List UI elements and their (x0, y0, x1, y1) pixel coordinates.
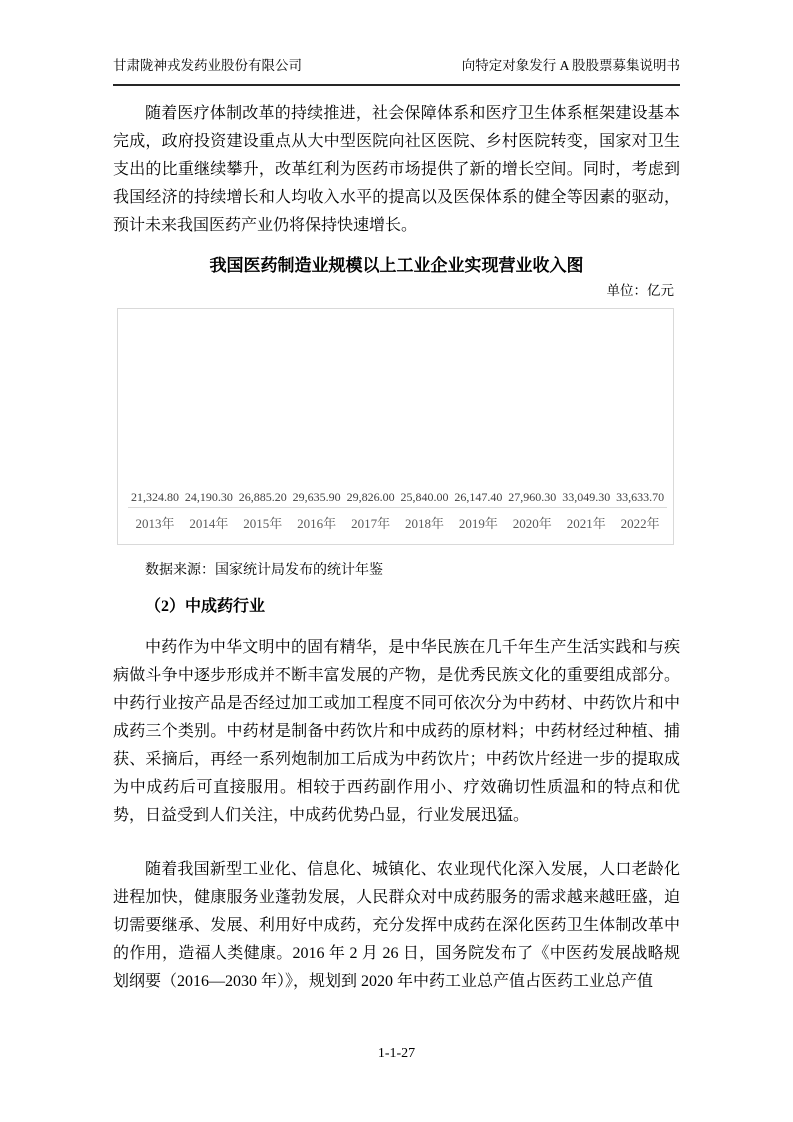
bar-value-label: 24,190.30 (184, 490, 233, 504)
chart-x-axis (128, 508, 667, 532)
bar-group-2017年 (344, 490, 398, 507)
bar-value-label: 25,840.00 (400, 490, 449, 504)
header-company-name: 甘肃陇神戎发药业股份有限公司 (113, 58, 302, 73)
x-axis-label: 2020年 (512, 516, 552, 531)
data-source-note: 数据来源：国家统计局发布的统计年鉴 (145, 563, 383, 578)
bar-value-label: 26,147.40 (454, 490, 503, 504)
x-axis-label: 2015年 (243, 516, 283, 531)
x-axis-label: 2019年 (458, 516, 498, 531)
paragraph-tcm-policy: 随着我国新型工业化、信息化、城镇化、农业现代化深入发展，人口老龄化进程加快，健康服务业蓬勃发展，人民群众对中成药服务的需求越来越旺盛，迫切需要继承、发展、利用好中成药，充分发挥中成药在深化医药卫生体制改革中的作用，造福人类健康。2016 年 2 月 26 日，国务院发布了《中医药发展战略规划纲要（2016—2030 年）》，规划到 2020 年中药工业总产值占医药工业总产值 (113, 861, 680, 990)
bar-group-2014年 (182, 490, 236, 507)
chart-unit-label: 单位：亿元 (606, 283, 674, 298)
x-axis-label: 2022年 (620, 516, 660, 531)
x-axis-label: 2014年 (189, 516, 229, 531)
bar-group-2021年 (559, 490, 613, 507)
section-heading-tcm: （2）中成药行业 (145, 598, 266, 615)
bar-group-2019年 (451, 490, 505, 507)
paragraph-tcm-intro: 中药作为中华文明中的固有精华，是中华民族在几千年生产生活实践和与疾病做斗争中逐步形成并不断丰富发展的产物，是优秀民族文化的重要组成部分。中药行业按产品是否经过加工或加工程度不同可依次分为中药材、中药饮片和中成药三个类别。中药材是制备中药饮片和中成药的原材料；中药材经过种植、捕获、采摘后，再经一系列炮制加工后成为中药饮片；中药饮片经进一步的提取成为中成药后可直接服用。相较于西药副作用小、疗效确切性质温和的特点和优势，日益受到人们关注，中成药优势凸显，行业发展迅猛。 (113, 639, 680, 824)
chart-title: 我国医药制造业规模以上工业企业实现营业收入图 (209, 256, 584, 275)
bar-value-label: 33,633.70 (616, 490, 665, 504)
x-axis-label: 2017年 (351, 516, 391, 531)
bar-value-label: 21,324.80 (130, 490, 179, 504)
x-axis-label: 2013年 (135, 516, 175, 531)
bar-value-label: 33,049.30 (562, 490, 611, 504)
bar-group-2016年 (290, 490, 344, 507)
revenue-bar-chart (117, 308, 674, 545)
bar-group-2013年 (128, 490, 182, 507)
bar-value-label: 27,960.30 (508, 490, 557, 504)
x-axis-label: 2018年 (404, 516, 444, 531)
header-document-title: 向特定对象发行 A 股股票募集说明书 (461, 58, 680, 73)
bar-value-label: 29,635.90 (292, 490, 341, 504)
paragraph-medical-reform: 随着医疗体制改革的持续推进，社会保障体系和医疗卫生体系框架建设基本完成，政府投资建设重点从大中型医院向社区医院、乡村医院转变，国家对卫生支出的比重继续攀升，改革红利为医药市场提供了新的增长空间。同时，考虑到我国经济的持续增长和人均收入水平的提高以及医保体系的健全等因素的驱动，预计未来我国医药产业仍将保持快速增长。 (113, 105, 680, 234)
bar-group-2022年 (613, 490, 667, 507)
x-axis-label: 2016年 (297, 516, 337, 531)
page-number: 1-1-27 (377, 1046, 416, 1061)
bar-group-2018年 (398, 490, 452, 507)
chart-plot-area (128, 309, 667, 508)
x-axis-label: 2021年 (566, 516, 606, 531)
page-header (113, 0, 680, 86)
bar-group-2015年 (236, 490, 290, 507)
bar-value-label: 26,885.20 (238, 490, 287, 504)
bar-value-label: 29,826.00 (346, 490, 395, 504)
bar-group-2020年 (505, 490, 559, 507)
